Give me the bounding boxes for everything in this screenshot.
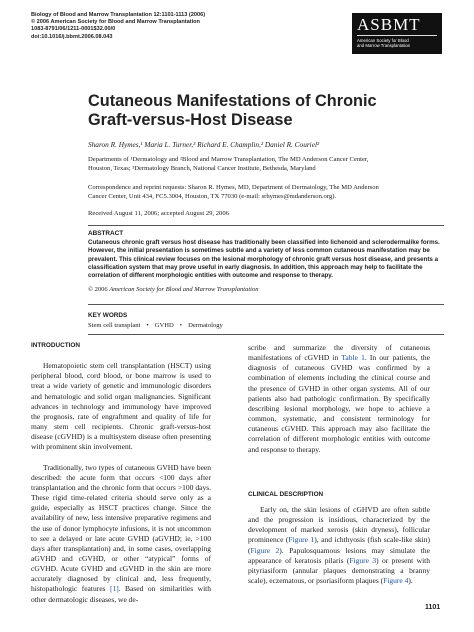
correspondence bbox=[88, 184, 448, 202]
clinical-text-b: ), and ichthyosis (fish scale-like skin) ( bbox=[248, 535, 430, 555]
journal-meta bbox=[31, 12, 331, 41]
title-line-2: Graft-versus-Host Disease bbox=[88, 111, 293, 129]
logo-text: ASBMT bbox=[357, 15, 421, 34]
keywords-heading: KEY WORDS bbox=[88, 312, 128, 319]
logo-divider bbox=[357, 35, 437, 36]
intro-p2-end: . Based on similarities with other dermatologic diseases, we de- bbox=[31, 584, 211, 604]
intro-paragraph-2 bbox=[31, 463, 211, 605]
correspondence-line-2: Cancer Center, Unit 434, FC5.3004, Houston, TX 77030 (e-mail: srhymes@mdanderson.org). bbox=[88, 192, 337, 200]
right-paragraph-1 bbox=[248, 343, 430, 455]
clinical-text-c: ). Papulosquamous lesions may simulate the appearance of keratosis pilaris ( bbox=[248, 545, 430, 565]
logo-subtitle-1: American Society for Blood bbox=[357, 38, 409, 43]
figure-3-link[interactable]: Figure 3 bbox=[349, 555, 377, 565]
reference-link-1[interactable]: [1] bbox=[109, 584, 119, 594]
journal-citation: Biology of Blood and Marrow Transplantation 12:1101-1113 (2006) bbox=[31, 12, 206, 18]
divider-bottom bbox=[88, 334, 444, 335]
keyword-separator: • bbox=[146, 322, 149, 329]
journal-issn: 1083-8791/06/1211-0001$32.00/0 bbox=[31, 26, 116, 33]
copyright-prefix: © 2006 bbox=[88, 286, 110, 293]
introduction-heading: INTRODUCTION bbox=[31, 342, 80, 349]
title-line-1: Cutaneous Manifestations of Chronic bbox=[88, 92, 377, 110]
logo-subtitle-2: and Marrow Transplantation bbox=[357, 43, 411, 49]
correspondence-line-1: Correspondence and reprint requests: Sharon R. Hymes, MD, Department of Dermatology, The MD Anderson bbox=[88, 184, 379, 191]
abstract-copyright bbox=[88, 286, 258, 293]
affiliation-line-1: Departments of ¹Dermatology and ²Blood and Marrow Transplantation, The MD Anderson Cancer Center, bbox=[88, 156, 369, 163]
clinical-text-e: ). bbox=[408, 576, 413, 586]
affiliation-line-2: Houston, Texas; ³Dermatology Branch, National Cancer Institute, Bethesda, Maryland bbox=[88, 164, 316, 172]
journal-doi: doi:10.1016/j.bbmt.2006.08.043 bbox=[31, 33, 113, 40]
page-number: 1101 bbox=[425, 604, 441, 611]
right-p1-end: . In our patients, the diagnosis of cutaneous GVHD was confirmed by a combination of elements including the clinical course and the presence of GVHD in other organ systems. All of our patients also had pathologic confirmation. By specifically describing lesional morphology, we hope to achieve a common, systematic, and consistent terminology for cutaneous cGVHD. This approach may also facilitate the correlation of different morphologic entities with outcome and response to therapy. bbox=[248, 353, 430, 454]
clinical-paragraph-1 bbox=[248, 505, 430, 586]
journal-copyright: © 2006 American Society for Blood and Marrow Transplantation bbox=[31, 19, 200, 26]
keywords-list bbox=[88, 322, 223, 329]
right-p1-start: scribe and summarize the diversity of cutaneous manifestations of cGVHD in bbox=[248, 343, 430, 363]
divider-top bbox=[88, 225, 444, 226]
clinical-description-heading: CLINICAL DESCRIPTION bbox=[248, 491, 324, 498]
abstract-heading: ABSTRACT bbox=[88, 230, 124, 237]
keyword-item: GVHD bbox=[154, 322, 174, 329]
clinical-description-body bbox=[248, 505, 430, 586]
figure-1-link[interactable]: Figure 1 bbox=[288, 535, 315, 545]
right-column bbox=[248, 343, 430, 455]
asbmt-logo bbox=[352, 13, 442, 54]
intro-paragraph-1: Hematopoietic stem cell transplantation (HSCT) using peripheral blood, cord blood, or bone marrow is used to treat a wide variety of genetic and immunologic disorders and hematologic and solid organ malignancies. Significant advances in technology and immunology have improved the prognosis, rate of engraftment and quality of life for many stem cell recipients. Chronic graft-versus-host disease (cGVHD) is a multisystem disease often presenting with prominent skin involvement. bbox=[31, 361, 211, 452]
keyword-separator: • bbox=[179, 322, 183, 329]
keyword-item: Dermatology bbox=[188, 322, 223, 329]
abstract-body: Cutaneous chronic graft versus host disease has traditionally been classified into lichenoid and sclerodermalike forms. However, the initial presentation is sometimes subtle and a variety of less common cutaneous manifestation may be prevalent. This clinical review focuses on the lesional morphology of chronic graft versus host disease, and presents a classification system that may prove useful in early diagnosis. In addition, this approach may help to facilitate the correlation of different morphologic entities with outcome and response to therapy. bbox=[88, 239, 440, 280]
article-title bbox=[88, 92, 418, 130]
left-column bbox=[31, 341, 211, 605]
clinical-text-d: ) or present with pityriasiform (annular plaques demonstrating a branny scale), eczematous, or psoriasiform plaques ( bbox=[248, 555, 430, 586]
figure-2-link[interactable]: Figure 2 bbox=[250, 545, 280, 555]
figure-4-link[interactable]: Figure 4 bbox=[383, 576, 409, 586]
keyword-item: Stem cell transplant bbox=[88, 322, 141, 329]
divider-middle bbox=[88, 304, 444, 305]
received-dates: Received August 11, 2006; accepted August 29, 2006 bbox=[88, 210, 229, 217]
table-1-link[interactable]: Table 1 bbox=[341, 353, 365, 363]
intro-p2-text: Traditionally, two types of cutaneous GVHD have been described: the acute form that occurs <100 days after transplantation and the chronic form that occurs >100 days. These rigid time-related criteria should serve only as a guide, especially as HSCT practices change. Since the availability of new, less intensive preparative regimens and the use of donor lymphocyte infusions, it is not uncommon to see a delayed or late acute GVHD (aGVHD; ie, >100 days after transplantation) and, in some cases, overlapping aGVHD and cGVHD, or other “atypical” forms of cGVHD. Acute GVHD and cGVHD in the skin are more accurately diagnosed by clinical and, less frequently, histopathologic features bbox=[31, 462, 211, 594]
author-list: Sharon R. Hymes,¹ Maria L. Turner,³ Richard E. Champlin,² Daniel R. Couriel² bbox=[88, 140, 320, 149]
paragraph-gap bbox=[31, 453, 211, 463]
clinical-text-a: Early on, the skin lesions of cGHVD are often subtle and the progression is insidious, characterized by the development of marked xerosis (skin dryness), follicular prominence ( bbox=[248, 505, 430, 545]
copyright-society: American Society for Blood and Marrow Transplantation bbox=[109, 286, 259, 293]
affiliations bbox=[88, 156, 448, 174]
